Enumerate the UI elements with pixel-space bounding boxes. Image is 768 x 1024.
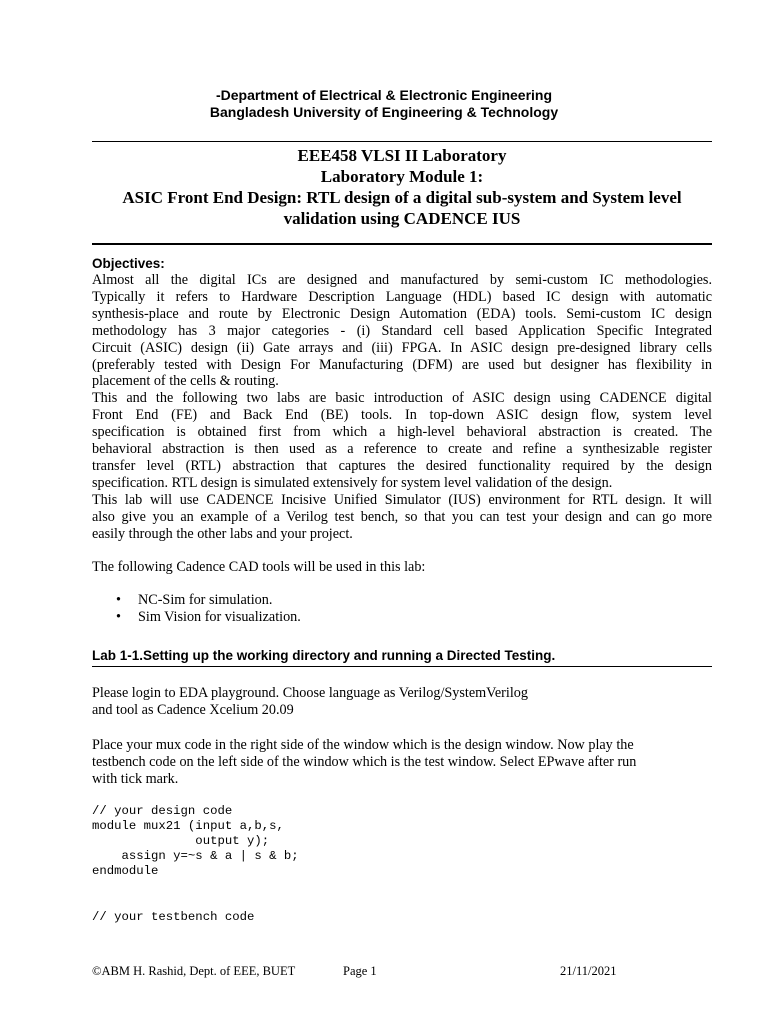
text-line: Place your mux code in the right side of the window which is the design window. Now play the	[92, 737, 634, 753]
text-line: Almost all the digital ICs are designed and manufactured by semi-custom IC methodologies.	[92, 272, 712, 288]
text-line: methodology has 3 major categories - (i) Standard cell based Application Specific Integrated	[92, 322, 712, 339]
code-line: assign y=~s & a | s & b;	[92, 849, 299, 863]
objectives-heading: Objectives:	[92, 256, 165, 271]
text-line: synthesis-place and route by Electronic Design Automation (EDA) tools. Semi-custom IC design	[92, 305, 712, 322]
code-line: output y);	[92, 834, 270, 848]
text-line: testbench code on the left side of the window which is the test window. Select EPwave after run	[92, 753, 637, 770]
design-code-block	[92, 804, 299, 879]
document-title	[92, 145, 712, 229]
lab-heading-underline	[92, 666, 712, 667]
bullet-icon: •	[116, 592, 121, 608]
text-line: Typically it refers to Hardware Description Language (HDL) based IC design with automatic	[92, 288, 712, 305]
tools-intro: The following Cadence CAD tools will be used in this lab:	[92, 559, 426, 575]
text-line: specification. RTL design is simulated extensively for system level validation of the design.	[92, 474, 613, 491]
text-line: Circuit (ASIC) design (ii) Gate arrays and (iii) FPGA. In ASIC design pre-designed library cells	[92, 339, 712, 356]
text-line: Please login to EDA playground. Choose language as Verilog/SystemVerilog	[92, 685, 528, 701]
tools-list	[92, 592, 712, 626]
title-divider	[92, 243, 712, 245]
text-line: transfer level (RTL) abstraction that captures the desired functionality required by the design	[92, 457, 712, 474]
text-line: (preferably tested with Design For Manufacturing (DFM) are used but designer has flexibility in	[92, 356, 712, 373]
text-line: This lab will use CADENCE Incisive Unified Simulator (IUS) environment for RTL design. It will	[92, 491, 712, 508]
text-line: Front End (FE) and Back End (BE) tools. In top-down ASIC design flow, system level	[92, 407, 712, 424]
university-name: Bangladesh University of Engineering & Technology	[209, 104, 559, 120]
text-line: This and the following two labs are basic introduction of ASIC design using CADENCE digital	[92, 390, 712, 407]
code-line: module mux21 (input a,b,s,	[92, 819, 284, 833]
testbench-code-block	[92, 910, 254, 925]
bullet-icon: •	[116, 608, 121, 625]
footer-page-number: Page 1	[343, 964, 377, 978]
subtitle-line-1: ASIC Front End Design: RTL design of a digital sub-system and System level	[122, 188, 682, 207]
lab-instructions-1	[92, 685, 712, 719]
code-line: // your testbench code	[92, 910, 255, 924]
lab-instructions-2	[92, 737, 712, 788]
tool-label: Sim Vision for visualization.	[138, 608, 301, 625]
footer-date: 21/11/2021	[560, 964, 617, 978]
tool-label: NC-Sim for simulation.	[138, 592, 273, 608]
text-line: behavioral abstraction is then used as a reference to create and refine a synthesizable register	[92, 441, 712, 458]
header-divider	[92, 141, 712, 142]
text-line: placement of the cells & routing.	[92, 373, 279, 390]
text-line: specification is obtained first from which a high-level behavioral abstraction is created. The	[92, 424, 712, 441]
course-title: EEE458 VLSI II Laboratory	[297, 146, 507, 165]
text-line: easily through the other labs and your project.	[92, 525, 353, 542]
objectives-body	[92, 272, 712, 543]
code-line: // your design code	[92, 804, 233, 818]
text-line: and tool as Cadence Xcelium 20.09	[92, 701, 294, 718]
footer-author: ©ABM H. Rashid, Dept. of EEE, BUET	[92, 964, 296, 978]
department-name: -Department of Electrical & Electronic Engineering	[215, 87, 553, 103]
text-line: also give you an example of a Verilog test bench, so that you can test your design and can go more	[92, 508, 712, 525]
subtitle-line-2: validation using CADENCE IUS	[283, 209, 521, 228]
text-line: with tick mark.	[92, 770, 179, 787]
code-line: endmodule	[92, 864, 159, 878]
module-title: Laboratory Module 1:	[320, 167, 484, 186]
lab-heading: Lab 1-1.Setting up the working directory and running a Directed Testing.	[92, 648, 556, 663]
list-item	[92, 592, 712, 609]
list-item	[92, 609, 712, 626]
